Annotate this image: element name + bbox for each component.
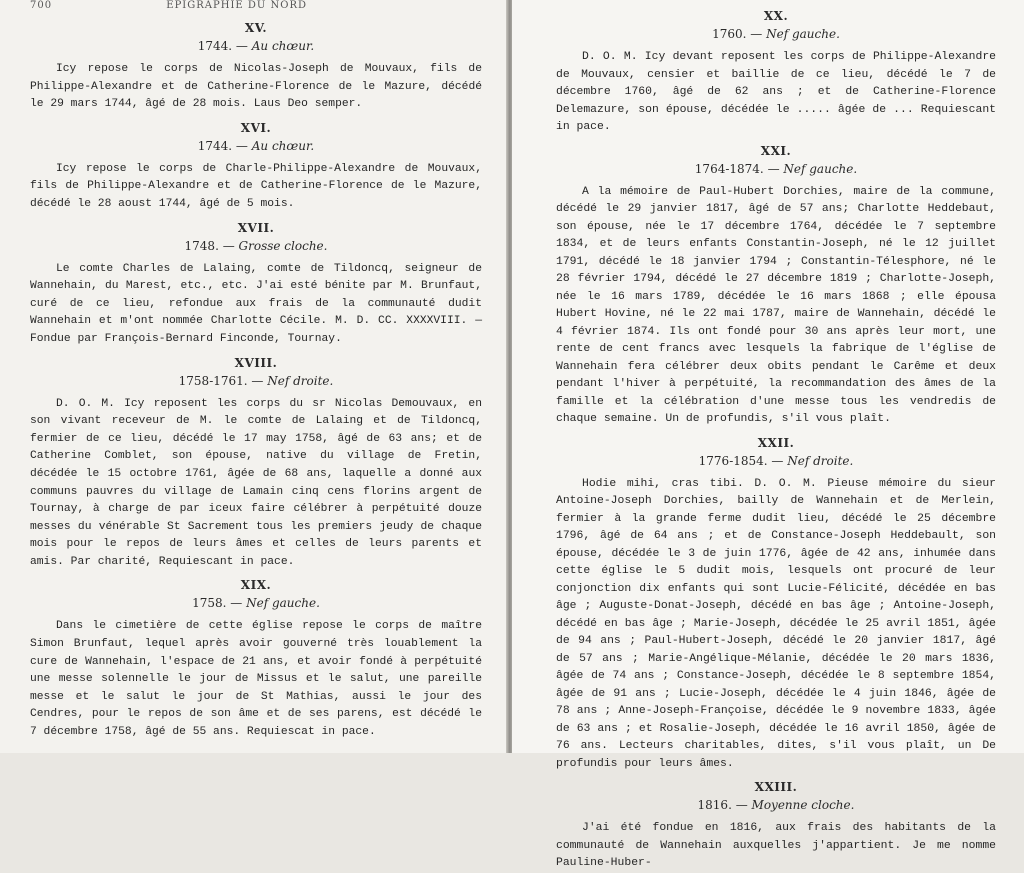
entry-number: XXII. xyxy=(757,435,795,450)
entry-text: A la mémoire de Paul-Hubert Dorchies, maire de la commune, décédé le 29 janvier 1817, âgé de 57 ans; Charlotte Heddebaut, son épouse, née le 17 décembre 1764, décédée le 7 septembre 1834, et de leurs enfants Constantin-Joseph, né le 12 juillet 1791, décédé le 18 janvier 1794 ; Constantin-Télesphore, né le 28 février 1794, décédé le 27 décembre 1819 ; Charlotte-Joseph, née le 16 mars 1789, décédée le 16 mars 1868 ; elle épousa Hubert Hovine, né le 22 mai 1787, maire de Wannehain, décédé le 4 février 1874. Ils ont fondé pour 30 ans après leur mort, une rente de cent francs avec lesquels la fabrique de l'église de Wannehain fera célébrer deux obits pendant le Carême et deux pendant l'hiver à perpétuité, la recommandation des âmes de la famille et la célébration d'une messe tous les vendredis de chaque semaine. Un de profundis, s'il vous plaît. xyxy=(556,185,996,425)
entry-location: Nef droite. xyxy=(787,453,854,468)
entry-date-line: 1758-1761. — Nef droite. xyxy=(178,373,334,388)
entry-date-line: 1744. — Au chœur. xyxy=(197,39,315,53)
running-head xyxy=(30,0,482,14)
entry-date: 1758. xyxy=(192,596,227,611)
inscription-entry-xix xyxy=(30,578,482,741)
entry-location: Moyenne cloche. xyxy=(751,798,855,812)
entry-number: XV. xyxy=(244,21,268,35)
inscription-entry-xvi xyxy=(30,121,482,214)
entry-date: 1760. xyxy=(712,27,747,41)
inscription-entry-xx xyxy=(556,9,996,137)
entry-number: XIX. xyxy=(240,578,272,593)
entry-text: D. O. M. Icy devant reposent les corps de Philippe-Alexandre de Mouvaux, censier et baillie de ce lieu, décédé le 7 de décembre 1760, âgé de 62 ans ; et de Catherine-Florence Delemazure, son épouse, décédée le ..... âgée de ... Requiescant in pace. xyxy=(556,51,996,133)
entry-text: Le comte Charles de Lalaing, comte de Tildoncq, seigneur de Wannehain, du Marest, etc., etc. J'ai esté bénite par M. Brunfaut, curé de ce lieu, refondue aux frais de la communauté dudit Wannehain et m'ont nommée Charlotte Cécile. M. D. CC. XXXXVIII. — Fondue par François-Bernard Finconde, Tournay. xyxy=(30,262,482,345)
entry-location: Nef droite. xyxy=(267,373,334,388)
inscription-entry-xxii xyxy=(556,436,996,774)
entry-date-line: 1744. — Au chœur. xyxy=(197,138,315,153)
entry-date: 1764-1874. xyxy=(694,161,764,176)
inscription-entry-xvii xyxy=(30,221,482,349)
inscription-entry-xv xyxy=(30,21,482,114)
entry-date-line: 1764-1874. — Nef gauche. xyxy=(694,161,858,176)
entry-text: J'ai été fondue en 1816, aux frais des habitants de la communauté de Wannehain auxquelles j'appartient. Je me nomme Pauline-Huber- xyxy=(556,822,996,869)
entry-location: Nef gauche. xyxy=(766,27,840,41)
entry-text: Hodie mihi, cras tibi. D. O. M. Pieuse mémoire du sieur Antoine-Joseph Dorchies, bailly de Wannehain et de Merlein, fermier à la grande ferme dudit lieu, décédé le 25 décembre 1796, âgé de 64 ans ; et de Constance-Joseph Heddebault, son épouse, décédée le 3 de juin 1776, âgée de 42 ans, inhumée dans cette église le 5 dudit mois, lesquels ont procuré de leur conjonction dix enfants qui sont Lucie-Félicité, décédée en bas âge ; Auguste-Donat-Joseph, décédé en bas âge ; Antoine-Joseph, décédé en bas âge ; Marie-Joseph, décédée le 25 avril 1851, âgée de 94 ans ; Paul-Hubert-Joseph, décédé le 20 janvier 1817, âgé de 57 ans ; Marie-Angélique-Mélanie, décédée le 20 mars 1836, âgée de 74 ans ; Constance-Joseph, décédée le 8 septembre 1854, âgée de 91 ans ; Lucie-Joseph, décédée le 4 juin 1846, âgée de 78 ans ; Anne-Joseph-Françoise, décédée le 9 novembre 1833, âgée de 63 ans ; et Rosalie-Joseph, décédée le 16 avril 1850, âgée de 76 ans. Lecteurs charitables, dites, s'il vous plaît, un De profundis pour leurs âmes. xyxy=(556,477,996,770)
entry-date: 1744. xyxy=(197,138,233,153)
entry-text: Icy repose le corps de Charle-Philippe-Alexandre de Mouvaux, fils de Philippe-Alexandre et de Catherine-Florence de le Mazure, décédé le 28 aoust 1744, âgé de 5 mois. xyxy=(30,162,482,210)
inscription-entry-xxi xyxy=(556,144,996,429)
entry-date-line: 1758. — Nef gauche. xyxy=(192,596,320,611)
entry-number: XXI. xyxy=(760,143,792,158)
entry-number: XXIII. xyxy=(754,780,798,794)
inscription-entry-xxiii xyxy=(556,780,996,873)
entry-date-line: 1760. — Nef gauche. xyxy=(712,27,840,41)
entry-date-line: 1748. — Grosse cloche. xyxy=(184,238,328,253)
entry-location: Nef gauche. xyxy=(783,161,858,176)
entry-date: 1744. xyxy=(197,39,233,53)
entry-date: 1758-1761. xyxy=(178,373,248,388)
entry-location: Au chœur. xyxy=(251,39,315,53)
entry-text: Dans le cimetière de cette église repose le corps de maître Simon Brunfaut, lequel après avoir gouverné très louablement la cure de Wannehain, l'espace de 21 ans, et avoir fondé à perpétuité une messe solennelle le jour de Missus et le salut, une pareille messe et le salut le jour de St Mathias, aussi le jour des Cendres, pour le repos de son âme et de ses parens, est décédé le 7 décembre 1758, âgé de 55 ans. Requiescat in pace. xyxy=(30,620,482,739)
entry-location: Nef gauche. xyxy=(246,596,320,611)
entry-date: 1776-1854. xyxy=(698,453,768,468)
running-title: ÉPIGRAPHIE DU NORD xyxy=(166,0,307,11)
right-page xyxy=(512,0,1024,869)
inscription-entry-xviii xyxy=(30,356,482,572)
entry-text: Icy repose le corps de Nicolas-Joseph de Mouvaux, fils de Philippe-Alexandre et de Catherine-Florence de le Mazure, décédé le 29 mars 1744, âgé de 28 mois. Laus Deo semper. xyxy=(30,63,482,111)
entry-date: 1816. xyxy=(697,798,732,812)
entry-number: XVIII. xyxy=(234,355,278,370)
entry-number: XVII. xyxy=(237,220,275,235)
left-page xyxy=(0,0,508,753)
entry-number: XX. xyxy=(763,9,789,23)
entry-date-line: 1816. — Moyenne cloche. xyxy=(697,798,855,812)
entry-number: XVI. xyxy=(240,120,272,135)
entry-date: 1748. xyxy=(184,238,219,253)
entry-text: D. O. M. Icy reposent les corps du sr Nicolas Demouvaux, en son vivant receveur de M. le comte de Lalaing et de Tildoncq, fermier de ce lieu, décédé le 17 may 1758, âgé de 63 ans; et de Catherine Comblet, son épouse, native du village de Fretin, décédée le 15 octobre 1761, âgée de 68 ans, laquelle a donné aux communs pauvres du village de Lamain cinq cens florins argent de Tournay, à charge de par iceux faire célébrer à perpétuité douze messes du vénérable St Sacrement tous les premiers jeudy de chaque mois pour le repos de leurs âmes et celles de leurs parents et amis. Par charité, Requiescant in pace. xyxy=(30,397,482,568)
entry-location: Grosse cloche. xyxy=(238,238,328,253)
entry-date-line: 1776-1854. — Nef droite. xyxy=(698,453,854,468)
page-number: 700 xyxy=(30,0,53,11)
entry-location: Au chœur. xyxy=(251,138,315,153)
